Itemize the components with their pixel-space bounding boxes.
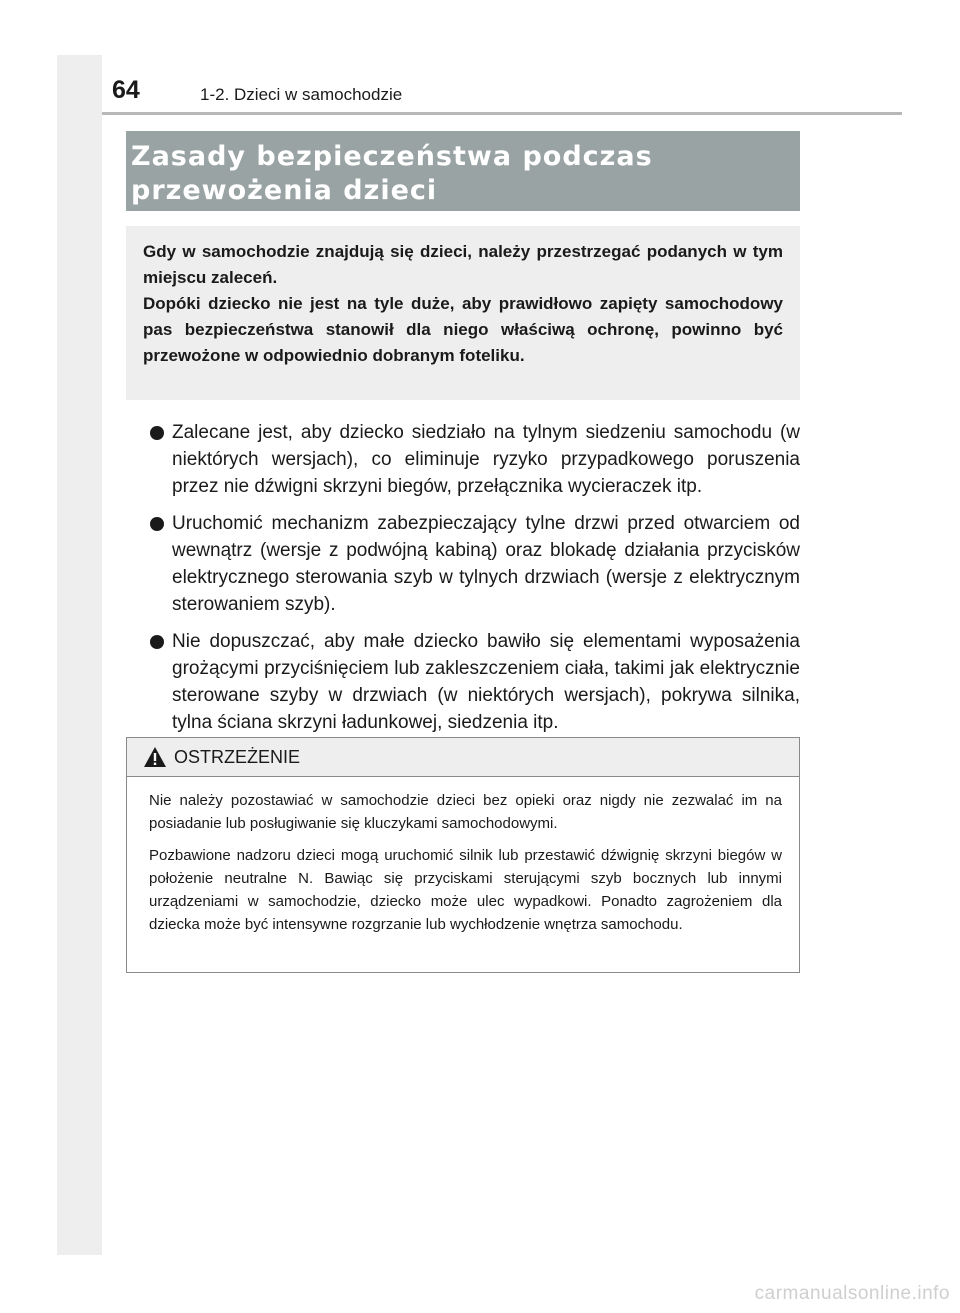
list-item [150, 510, 800, 618]
warning-paragraph-2: Pozbawione nadzoru dzieci mogą uruchomić silnik lub przestawić dźwignię skrzyni biegów w położenie neutralne N. Bawiąc się przyciskami sterującymi szyb bocznych lub innymi urządzeniami w samochodzie, dziecko może ulec wypadkowi. Ponadto zagrożeniem dla dziecka może być intensywne rozgrzanie lub wychłodzenie wnętrza samochodu. [149, 847, 782, 933]
list-item [150, 628, 800, 736]
warning-box [126, 737, 800, 973]
section-title [131, 140, 800, 208]
breadcrumb: 1-2. Dzieci w samochodzie [200, 85, 403, 104]
warning-header [127, 738, 799, 777]
list-item [150, 419, 800, 500]
side-strip [57, 55, 102, 1255]
section-title-line2: przewożenia dzieci [131, 175, 438, 206]
header-divider [102, 112, 902, 115]
bullet-dot-icon [150, 635, 164, 649]
warning-paragraph-1: Nie należy pozostawiać w samochodzie dzieci bez opieki oraz nigdy nie zezwalać im na posiadanie lub posługiwanie się kluczykami samochodowymi. [149, 792, 782, 832]
section-title-line1: Zasady bezpieczeństwa podczas [131, 141, 653, 172]
intro-paragraph-1: Gdy w samochodzie znajdują się dzieci, należy przestrzegać podanych w tym miejscu zaleceń. [143, 242, 783, 287]
page-number: 64 [112, 76, 140, 104]
intro-box [126, 226, 800, 400]
intro-paragraph-2: Dopóki dziecko nie jest na tyle duże, aby prawidłowo zapięty samochodowy pas bezpieczeństwa stanowił dla niego właściwą ochronę, powinno być przewożone w odpowiednio dobranym foteliku. [143, 294, 783, 365]
watermark: carmanualsonline.info [754, 1283, 950, 1304]
bullet-list [150, 419, 800, 746]
bullet-dot-icon [150, 426, 164, 440]
bullet-text: Nie dopuszczać, aby małe dziecko bawiło się elementami wyposażenia grożącymi przyciśnięciem lub zakleszczeniem ciała, takimi jak elektrycznie sterowane szyby w drzwiach (w niektórych wersjach), pokrywa silnika, tylna ściana skrzyni ładunkowej, siedzenia itp. [172, 631, 800, 733]
warning-triangle-icon [143, 746, 167, 768]
bullet-dot-icon [150, 517, 164, 531]
warning-body [127, 777, 799, 936]
bullet-text: Uruchomić mechanizm zabezpieczający tylne drzwi przed otwarciem od wewnątrz (wersje z podwójną kabiną) oraz blokadę działania przycisków elektrycznego sterowania szyb w tylnych drzwiach (wersje z elektrycznym sterowaniem szyb). [172, 513, 800, 615]
section-title-box [126, 131, 800, 211]
bullet-text: Zalecane jest, aby dziecko siedziało na tylnym siedzeniu samochodu (w niektórych wersjach), co eliminuje ryzyko przypadkowego poruszenia przez nie dźwigni skrzyni biegów, przełącznika wycieraczek itp. [172, 422, 800, 497]
warning-title: OSTRZEŻENIE [174, 747, 301, 767]
